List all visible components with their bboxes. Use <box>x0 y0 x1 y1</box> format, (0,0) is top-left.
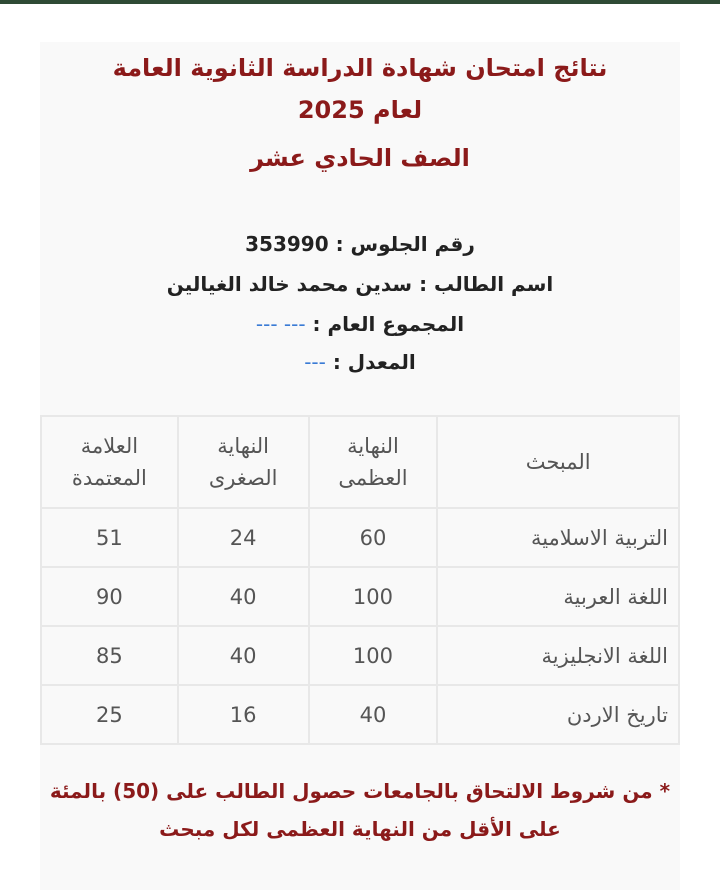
total-row <box>40 306 680 342</box>
results-year: لعام 2025 <box>297 96 423 124</box>
subject-cell: اللغة العربية <box>437 567 679 626</box>
subject-cell: تاريخ الاردن <box>437 685 679 744</box>
max-mark-cell: 60 <box>309 508 438 567</box>
max-mark-cell: 100 <box>309 626 438 685</box>
admission-note-line1: * من شروط الالتحاق بالجامعات حصول الطالب على (50) بالمئة <box>49 779 671 803</box>
average-row <box>40 344 680 380</box>
results-grade-level: الصف الحادي عشر <box>250 144 470 172</box>
total-value: --- --- <box>255 312 306 336</box>
table-row <box>41 508 679 567</box>
total-label: المجموع العام : <box>305 312 465 336</box>
table-row <box>41 626 679 685</box>
subject-cell: اللغة الانجليزية <box>437 626 679 685</box>
seat-number-row <box>40 226 680 262</box>
grade-cell: 51 <box>41 508 178 567</box>
student-name-value: سدين محمد خالد الغيالين <box>166 272 413 296</box>
results-title: نتائج امتحان شهادة الدراسة الثانوية العامة <box>112 54 608 82</box>
max-mark-cell: 100 <box>309 567 438 626</box>
subject-cell: التربية الاسلامية <box>437 508 679 567</box>
grades-header-row <box>41 416 679 508</box>
table-row <box>41 567 679 626</box>
table-row <box>41 685 679 744</box>
student-name-label: اسم الطالب : <box>412 272 554 296</box>
min-mark-cell: 40 <box>178 567 309 626</box>
admission-note <box>40 772 680 848</box>
grade-cell: 90 <box>41 567 178 626</box>
results-card <box>40 42 680 890</box>
average-label: المعدل : <box>325 350 416 374</box>
seat-number-value: 353990 <box>245 232 329 256</box>
min-mark-cell: 24 <box>178 508 309 567</box>
top-bar <box>0 0 720 4</box>
grade-cell: 85 <box>41 626 178 685</box>
min-mark-cell: 40 <box>178 626 309 685</box>
grades-table <box>40 415 680 745</box>
header-min-mark: النهاية الصغرى <box>178 416 309 508</box>
header-approved-grade: العلامة المعتمدة <box>41 416 178 508</box>
seat-number-label: رقم الجلوس : <box>328 232 475 256</box>
max-mark-cell: 40 <box>309 685 438 744</box>
average-value: --- <box>304 350 326 374</box>
admission-note-line2: على الأقل من النهاية العظمى لكل مبحث <box>159 817 561 841</box>
min-mark-cell: 16 <box>178 685 309 744</box>
student-name-row <box>40 266 680 302</box>
grade-cell: 25 <box>41 685 178 744</box>
header-max-mark: النهاية العظمى <box>309 416 438 508</box>
header-subject: المبحث <box>437 416 679 508</box>
